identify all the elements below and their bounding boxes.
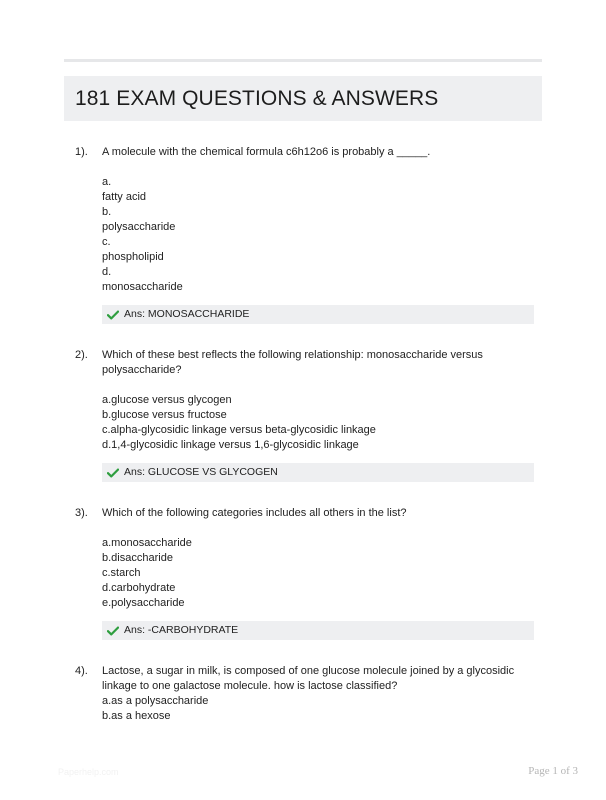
question-text-line-1: Which of these best reflects the following relationship: monosaccharide versus: [102, 349, 483, 361]
question-body: [102, 348, 542, 482]
option-text: fatty acid: [102, 191, 147, 203]
option-label: d.: [102, 266, 112, 278]
option-text: c.starch: [102, 567, 141, 579]
answer-bar: [102, 463, 534, 482]
answer-bar: [102, 621, 534, 640]
question-1: [64, 145, 542, 324]
check-icon: [107, 626, 119, 636]
question-4: [64, 664, 542, 724]
question-body: [102, 145, 542, 324]
question-number: 1).: [75, 146, 88, 158]
question-text: [102, 348, 542, 378]
footer-watermark: Paperhelp.com: [58, 767, 119, 777]
check-icon: [107, 310, 119, 320]
option-text: polysaccharide: [102, 221, 176, 233]
page-title: 181 EXAM QUESTIONS & ANSWERS: [75, 86, 439, 110]
question-2: [64, 348, 542, 482]
question-text: Which of the following categories includes all others in the list?: [102, 507, 407, 519]
page-indicator: Page 1 of 3: [528, 765, 578, 777]
options-list: [102, 175, 542, 295]
option-text: b.disaccharide: [102, 552, 173, 564]
question-text: A molecule with the chemical formula c6h12o6 is probably a _____.: [102, 146, 431, 158]
question-text-line-2: linkage to one galactose molecule. how is lactose classified?: [102, 680, 398, 692]
question-number: 3).: [75, 507, 88, 519]
option-text: d.1,4-glycosidic linkage versus 1,6-glycosidic linkage: [102, 439, 359, 451]
option-text: phospholipid: [102, 251, 164, 263]
top-divider: [64, 59, 542, 62]
option-text: c.alpha-glycosidic linkage versus beta-glycosidic linkage: [102, 424, 376, 436]
title-banner: [64, 76, 542, 121]
question-number: 2).: [75, 349, 88, 361]
option-text: b.glucose versus fructose: [102, 409, 227, 421]
question-text-line-2: polysaccharide?: [102, 364, 182, 376]
question-body: [102, 664, 542, 724]
option-label: b.: [102, 206, 112, 218]
question-body: [102, 506, 542, 640]
option-text: a.glucose versus glycogen: [102, 394, 232, 406]
option-label: a.: [102, 176, 112, 188]
question-text: [102, 664, 542, 694]
options-list: [102, 536, 542, 611]
option-text: a.as a polysaccharide: [102, 695, 209, 707]
option-text: monosaccharide: [102, 281, 183, 293]
option-text: e.polysaccharide: [102, 597, 185, 609]
answer-text: Ans: -CARBOHYDRATE: [124, 624, 239, 636]
answer-text: Ans: GLUCOSE VS GLYCOGEN: [124, 466, 278, 478]
option-text: a.monosaccharide: [102, 537, 192, 549]
option-text: d.carbohydrate: [102, 582, 176, 594]
options-list: [102, 694, 542, 724]
option-text: b.as a hexose: [102, 710, 171, 722]
answer-bar: [102, 305, 534, 324]
question-3: [64, 506, 542, 640]
check-icon: [107, 468, 119, 478]
question-text-line-1: Lactose, a sugar in milk, is composed of one glucose molecule joined by a glycosidic: [102, 665, 515, 677]
answer-text: Ans: MONOSACCHARIDE: [124, 308, 250, 320]
question-number: 4).: [75, 665, 88, 677]
option-label: c.: [102, 236, 111, 248]
options-list: [102, 393, 542, 453]
